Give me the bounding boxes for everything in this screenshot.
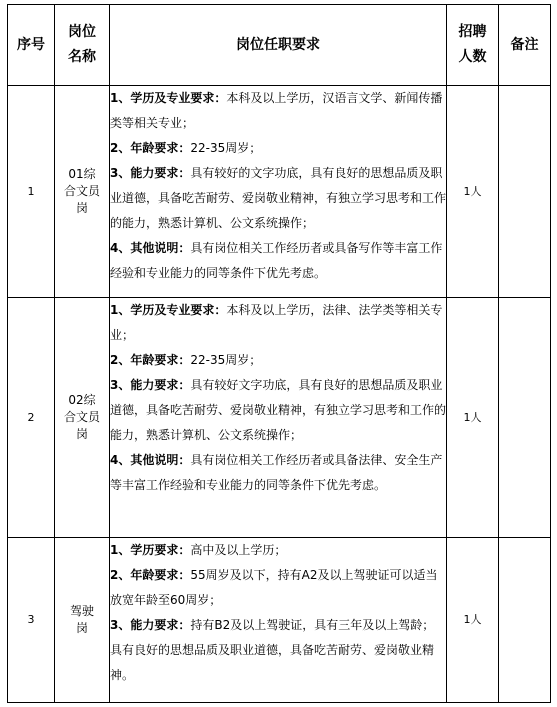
header-row	[8, 5, 551, 86]
row-count: 1人	[447, 538, 499, 703]
header-seq: 序号	[8, 5, 55, 86]
requirement-item: 4、其他说明：具有岗位相关工作经历者或具备写作等丰富工作经验和专业能力的同等条件下优先考虑。	[110, 241, 443, 280]
row-seq: 2	[8, 298, 55, 538]
header-requirements: 岗位任职要求	[110, 5, 447, 86]
row-note	[499, 86, 551, 298]
requirement-item: 3、能力要求：持有B2及以上驾驶证，具有三年及以上驾龄；具有良好的思想品质及职业道德，具备吃苦耐劳、爱岗敬业精神。	[110, 618, 435, 682]
row-seq: 3	[8, 538, 55, 703]
requirement-item: 3、能力要求：具有较好的文字功底，具有良好的思想品质及职业道德，具备吃苦耐劳、爱岗敬业精神，有独立学习思考和工作的能力，熟悉计算机、公文系统操作；	[110, 166, 447, 230]
requirement-item: 2、年龄要求：22-35周岁；	[110, 353, 262, 367]
row-position-name: 02综合文员岗	[55, 298, 110, 538]
header-position-name: 岗位名称	[55, 5, 110, 86]
requirement-item: 3、能力要求：具有较好文字功底，具有良好的思想品质及职业道德，具备吃苦耐劳、爱岗敬业精神，有独立学习思考和工作的能力，熟悉计算机、公文系统操作；	[110, 378, 447, 442]
row-requirements	[110, 538, 447, 703]
table-row	[8, 298, 551, 538]
requirement-item: 1、学历及专业要求：本科及以上学历，汉语言文学、新闻传播类等相关专业；	[110, 91, 443, 130]
row-seq: 1	[8, 86, 55, 298]
row-position-name: 驾驶岗	[55, 538, 110, 703]
requirement-item: 2、年龄要求：55周岁及以下，持有A2及以上驾驶证可以适当放宽年龄至60周岁；	[110, 568, 438, 607]
row-note	[499, 538, 551, 703]
header-count: 招聘人数	[447, 5, 499, 86]
requirement-item: 4、其他说明：具有岗位相关工作经历者或具备法律、安全生产等丰富工作经验和专业能力的同等条件下优先考虑。	[110, 453, 443, 492]
row-requirements	[110, 86, 447, 298]
requirement-item: 1、学历及专业要求：本科及以上学历，法律、法学类等相关专业；	[110, 303, 443, 342]
row-note	[499, 298, 551, 538]
requirement-item: 2、年龄要求：22-35周岁；	[110, 141, 262, 155]
row-position-name: 01综合文员岗	[55, 86, 110, 298]
table-row	[8, 86, 551, 298]
job-requirements-table	[7, 4, 551, 703]
row-requirements	[110, 298, 447, 538]
row-count: 1人	[447, 298, 499, 538]
requirement-item: 1、学历要求：高中及以上学历；	[110, 543, 287, 557]
header-note: 备注	[499, 5, 551, 86]
table-row	[8, 538, 551, 703]
row-count: 1人	[447, 86, 499, 298]
